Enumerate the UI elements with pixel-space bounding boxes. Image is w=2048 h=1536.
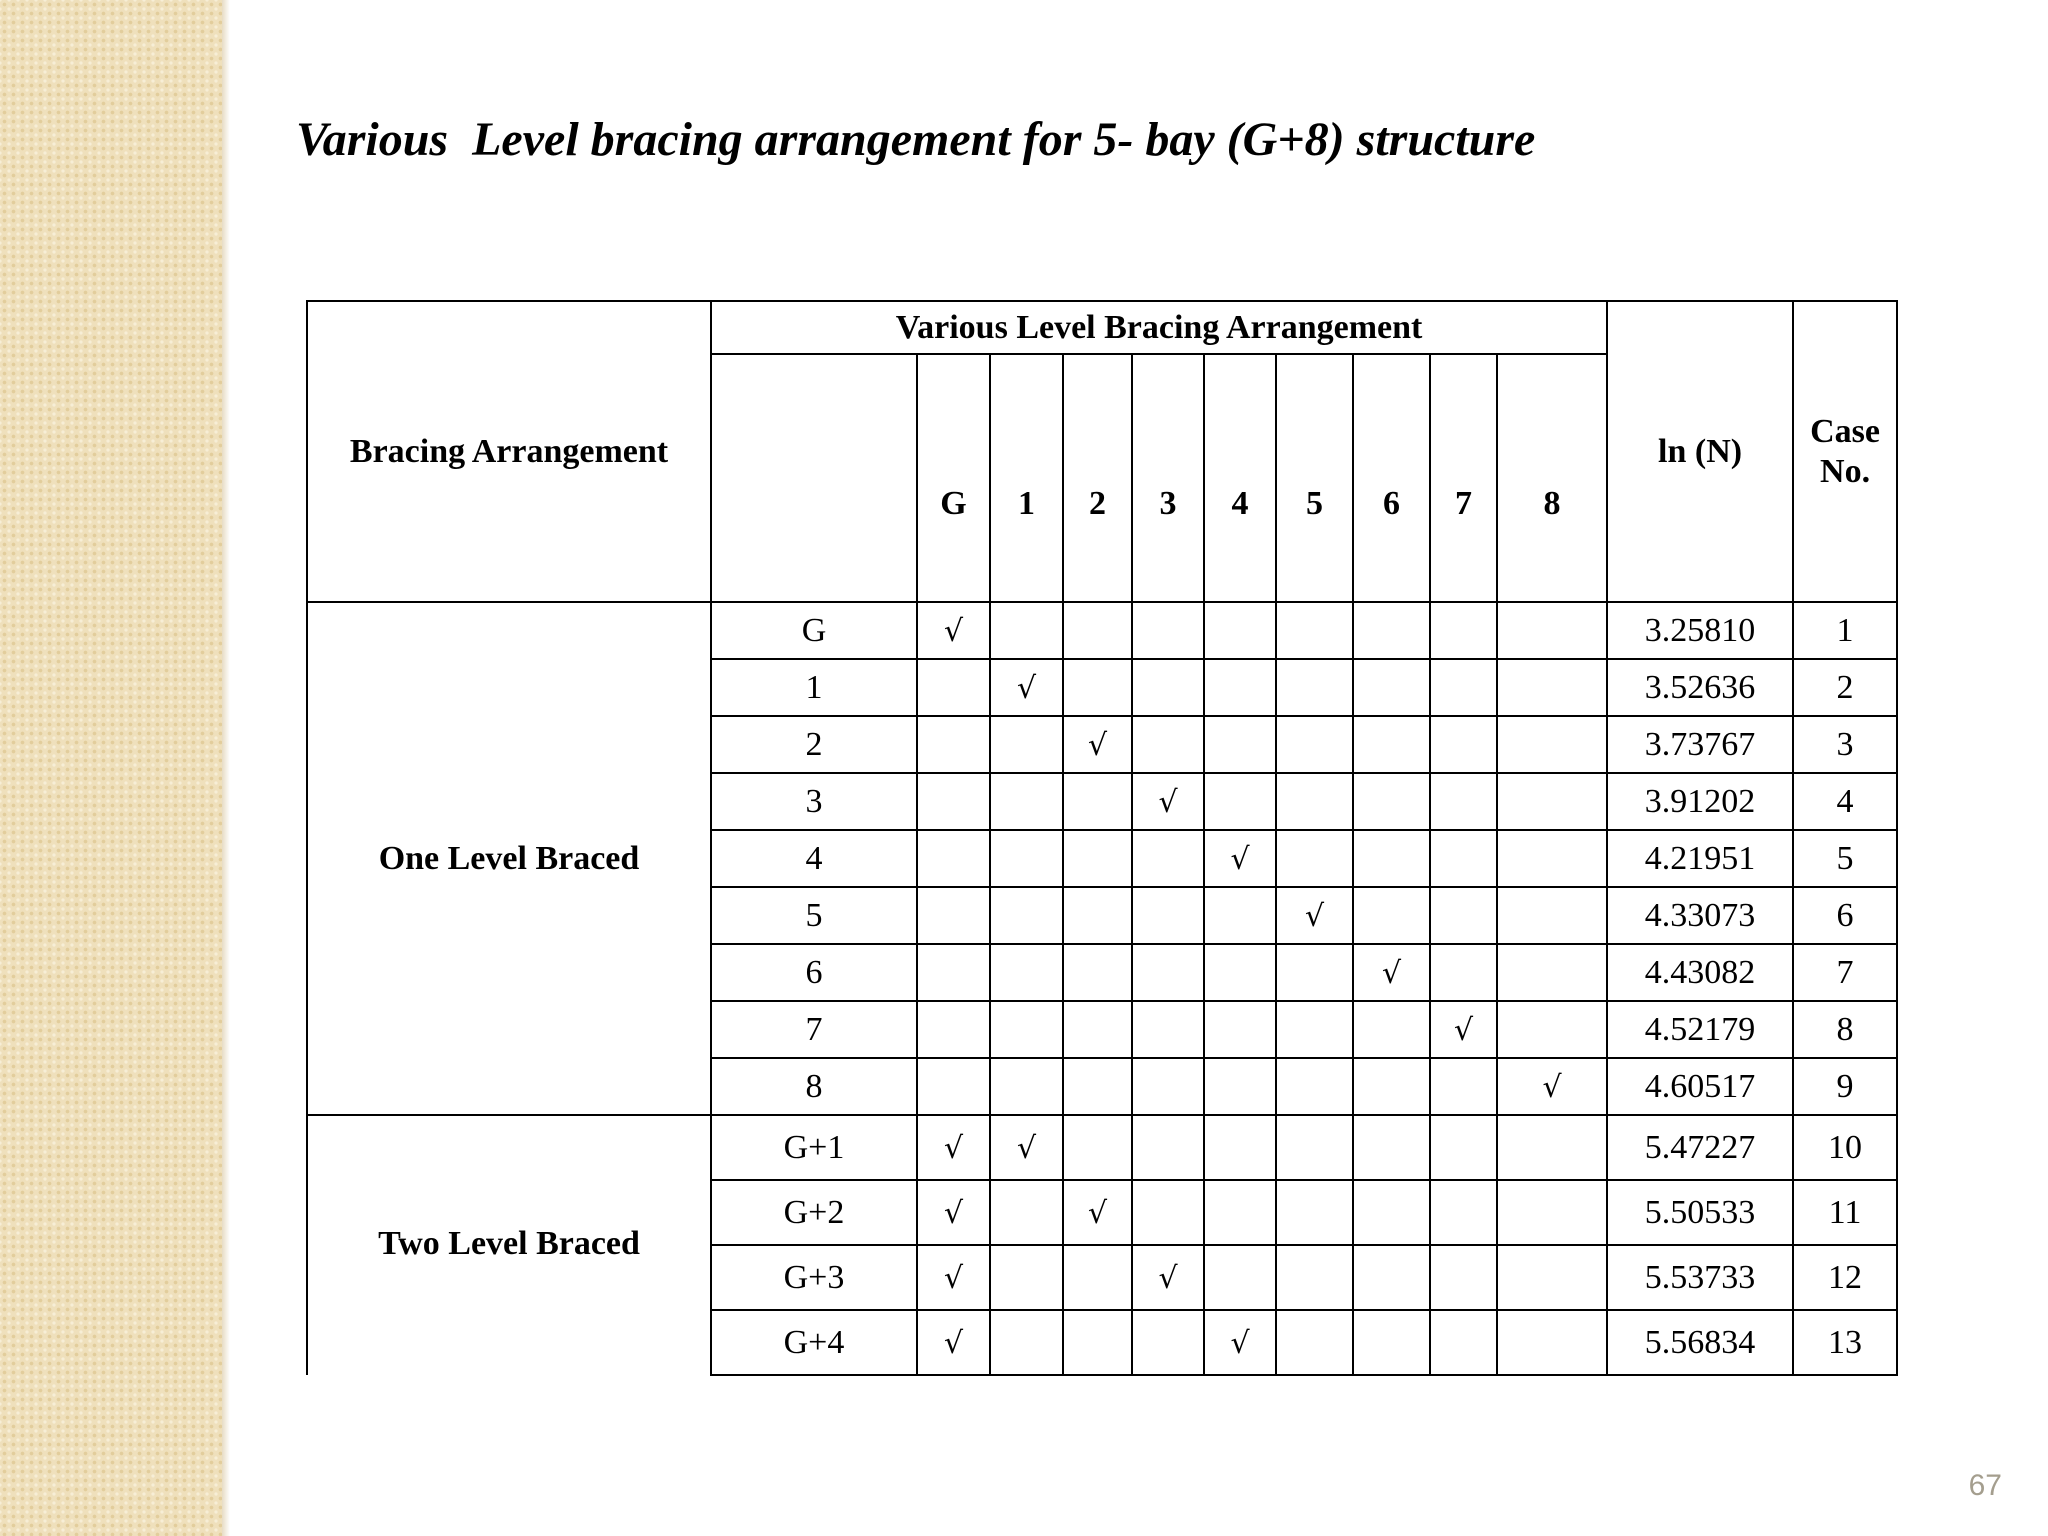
level-header: 1 (990, 354, 1063, 602)
level-check-cell (1497, 773, 1607, 830)
level-check-cell (1497, 659, 1607, 716)
case-number-cell: 11 (1793, 1180, 1897, 1245)
ln-value-cell: 3.52636 (1607, 659, 1793, 716)
level-check-cell (1063, 1058, 1132, 1115)
arrangement-cell: 2 (711, 716, 917, 773)
level-check-cell (1353, 1310, 1430, 1375)
level-check-cell (1063, 773, 1132, 830)
level-check-cell (1430, 659, 1497, 716)
level-check-cell (1204, 773, 1276, 830)
check-mark-icon: √ (1087, 727, 1108, 763)
case-number-cell: 5 (1793, 830, 1897, 887)
ln-value-cell: 3.25810 (1607, 602, 1793, 659)
level-header: 5 (1276, 354, 1353, 602)
arrangement-cell: G+2 (711, 1180, 917, 1245)
level-check-cell (1204, 659, 1276, 716)
level-check-cell (1276, 830, 1353, 887)
level-check-cell (917, 1058, 990, 1115)
check-mark-icon: √ (1158, 784, 1178, 820)
level-check-cell (917, 944, 990, 1001)
ln-value-cell: 4.43082 (1607, 944, 1793, 1001)
level-header: 6 (1353, 354, 1430, 602)
arrangement-cell: G+3 (711, 1245, 917, 1310)
level-check-cell (1353, 659, 1430, 716)
level-check-cell (1497, 887, 1607, 944)
level-check-cell (917, 1001, 990, 1058)
header-bracing-arrangement: Bracing Arrangement (307, 301, 711, 602)
case-number-cell: 2 (1793, 659, 1897, 716)
level-check-cell (990, 887, 1063, 944)
level-check-cell (1063, 887, 1132, 944)
level-check-cell (1204, 1115, 1276, 1180)
level-check-cell (917, 602, 990, 659)
level-check-cell (917, 716, 990, 773)
level-check-cell (1353, 602, 1430, 659)
level-header: 8 (1497, 354, 1607, 602)
level-check-cell (1430, 1245, 1497, 1310)
ln-value-cell: 5.53733 (1607, 1245, 1793, 1310)
level-check-cell (990, 773, 1063, 830)
check-mark-icon: √ (943, 1260, 964, 1296)
level-check-cell (1497, 1001, 1607, 1058)
level-check-cell (917, 887, 990, 944)
check-mark-icon: √ (1230, 841, 1250, 877)
table-row (307, 1115, 1897, 1180)
level-check-cell (1276, 659, 1353, 716)
check-mark-icon: √ (1304, 898, 1325, 934)
level-check-cell (1497, 1180, 1607, 1245)
check-mark-icon: √ (1087, 1195, 1108, 1231)
level-check-cell (1276, 773, 1353, 830)
level-check-cell (1430, 1180, 1497, 1245)
check-mark-icon: √ (1542, 1069, 1562, 1105)
level-check-cell (1132, 716, 1204, 773)
level-check-cell (1353, 1058, 1430, 1115)
level-check-cell (1204, 1245, 1276, 1310)
ln-value-cell: 4.21951 (1607, 830, 1793, 887)
level-check-cell (990, 830, 1063, 887)
case-number-cell: 3 (1793, 716, 1897, 773)
level-check-cell (1063, 1310, 1132, 1375)
arrangement-cell: G (711, 602, 917, 659)
check-mark-icon: √ (1016, 1130, 1037, 1166)
level-check-cell (1276, 1001, 1353, 1058)
level-check-cell (1276, 1245, 1353, 1310)
arrangement-cell: 8 (711, 1058, 917, 1115)
level-check-cell (1204, 602, 1276, 659)
level-check-cell (1430, 830, 1497, 887)
header-case-no (1793, 301, 1897, 602)
header-ln: ln (N) (1607, 301, 1793, 602)
level-check-cell (990, 1180, 1063, 1245)
level-check-cell (1276, 1180, 1353, 1245)
level-check-cell (1497, 602, 1607, 659)
level-check-cell (1497, 716, 1607, 773)
arrangement-cell: 3 (711, 773, 917, 830)
arrangement-cell: G+1 (711, 1115, 917, 1180)
group-label (307, 602, 711, 1115)
level-check-cell (1430, 1310, 1497, 1375)
ln-value-cell: 5.50533 (1607, 1180, 1793, 1245)
level-check-cell (1132, 1115, 1204, 1180)
level-check-cell (1063, 1001, 1132, 1058)
level-check-cell (1063, 1115, 1132, 1180)
ln-value-cell: 4.33073 (1607, 887, 1793, 944)
check-mark-icon: √ (1381, 955, 1402, 991)
header-arrangement-blank (711, 354, 917, 602)
side-strip-edge (222, 0, 230, 1536)
level-check-cell (990, 1001, 1063, 1058)
level-check-cell (917, 830, 990, 887)
level-check-cell (1430, 773, 1497, 830)
level-check-cell (1353, 1001, 1430, 1058)
level-check-cell (1204, 1180, 1276, 1245)
group-label-text: Two Level Braced (378, 1224, 640, 1262)
level-check-cell (1132, 659, 1204, 716)
arrangement-cell: 4 (711, 830, 917, 887)
level-check-cell (990, 1245, 1063, 1310)
case-number-cell: 7 (1793, 944, 1897, 1001)
level-check-cell (1204, 944, 1276, 1001)
level-check-cell (1204, 1058, 1276, 1115)
header-case-line2: No. (1820, 452, 1871, 490)
case-number-cell: 9 (1793, 1058, 1897, 1115)
level-check-cell (1063, 659, 1132, 716)
level-check-cell (1430, 1058, 1497, 1115)
level-check-cell (1430, 602, 1497, 659)
level-check-cell (1132, 602, 1204, 659)
level-check-cell (1353, 716, 1430, 773)
level-check-cell (1353, 1115, 1430, 1180)
level-header: 7 (1430, 354, 1497, 602)
level-check-cell (1430, 944, 1497, 1001)
level-check-cell (1353, 830, 1430, 887)
bracing-table (306, 300, 1898, 1376)
level-header: 3 (1132, 354, 1204, 602)
level-check-cell (1063, 830, 1132, 887)
level-check-cell (1276, 1310, 1353, 1375)
arrangement-cell: 5 (711, 887, 917, 944)
level-check-cell (1276, 1058, 1353, 1115)
level-check-cell (1063, 602, 1132, 659)
header-case-line1: Case (1810, 413, 1880, 451)
level-check-cell (1063, 1245, 1132, 1310)
level-check-cell (917, 659, 990, 716)
ln-value-cell: 3.91202 (1607, 773, 1793, 830)
table-header-row (307, 301, 1897, 354)
level-check-cell (1430, 1115, 1497, 1180)
level-check-cell (917, 773, 990, 830)
group-label-text: One Level Braced (378, 839, 640, 877)
level-check-cell (917, 1245, 990, 1310)
level-check-cell (1132, 1058, 1204, 1115)
level-check-cell (1353, 773, 1430, 830)
arrangement-cell: 6 (711, 944, 917, 1001)
level-check-cell (1430, 1001, 1497, 1058)
check-mark-icon: √ (1230, 1325, 1250, 1361)
table-row (307, 602, 1897, 659)
level-check-cell (1353, 1245, 1430, 1310)
level-check-cell (1063, 944, 1132, 1001)
level-check-cell (990, 602, 1063, 659)
case-number-cell: 13 (1793, 1310, 1897, 1375)
level-header: G (917, 354, 990, 602)
level-check-cell (990, 1115, 1063, 1180)
level-check-cell (990, 1058, 1063, 1115)
arrangement-cell: G+4 (711, 1310, 917, 1375)
level-check-cell (1132, 944, 1204, 1001)
case-number-cell: 10 (1793, 1115, 1897, 1180)
level-check-cell (1430, 716, 1497, 773)
slide-title: Various Level bracing arrangement for 5- bay (G+8) structure (296, 113, 1536, 166)
level-check-cell (1063, 716, 1132, 773)
level-check-cell (1276, 887, 1353, 944)
level-check-cell (1497, 1115, 1607, 1180)
level-check-cell (1204, 887, 1276, 944)
level-check-cell (1276, 1115, 1353, 1180)
level-check-cell (1132, 1001, 1204, 1058)
level-check-cell (1132, 887, 1204, 944)
level-header: 4 (1204, 354, 1276, 602)
level-check-cell (1497, 1310, 1607, 1375)
level-check-cell (1132, 773, 1204, 830)
ln-value-cell: 5.47227 (1607, 1115, 1793, 1180)
level-check-cell (917, 1310, 990, 1375)
level-check-cell (1132, 830, 1204, 887)
ln-value-cell: 3.73767 (1607, 716, 1793, 773)
check-mark-icon: √ (943, 1195, 964, 1231)
level-check-cell (1132, 1180, 1204, 1245)
ln-value-cell: 5.56834 (1607, 1310, 1793, 1375)
level-check-cell (990, 1310, 1063, 1375)
level-check-cell (1353, 887, 1430, 944)
check-mark-icon: √ (1158, 1260, 1178, 1296)
level-check-cell (1204, 1310, 1276, 1375)
case-number-cell: 6 (1793, 887, 1897, 944)
level-check-cell (1276, 602, 1353, 659)
level-check-cell (1132, 1310, 1204, 1375)
check-mark-icon: √ (1016, 670, 1037, 706)
arrangement-cell: 1 (711, 659, 917, 716)
case-number-cell: 4 (1793, 773, 1897, 830)
check-mark-icon: √ (943, 1130, 964, 1166)
level-check-cell (1204, 830, 1276, 887)
group-label (307, 1115, 711, 1375)
arrangement-cell: 7 (711, 1001, 917, 1058)
level-check-cell (1132, 1245, 1204, 1310)
level-check-cell (990, 659, 1063, 716)
level-check-cell (1497, 1245, 1607, 1310)
ln-value-cell: 4.52179 (1607, 1001, 1793, 1058)
level-header: 2 (1063, 354, 1132, 602)
check-mark-icon: √ (1453, 1012, 1474, 1048)
case-number-cell: 12 (1793, 1245, 1897, 1310)
level-check-cell (1497, 944, 1607, 1001)
header-various-level: Various Level Bracing Arrangement (711, 301, 1607, 354)
level-check-cell (1497, 1058, 1607, 1115)
level-check-cell (1204, 716, 1276, 773)
level-check-cell (917, 1180, 990, 1245)
level-check-cell (1276, 944, 1353, 1001)
case-number-cell: 8 (1793, 1001, 1897, 1058)
level-check-cell (1204, 1001, 1276, 1058)
level-check-cell (1353, 1180, 1430, 1245)
level-check-cell (917, 1115, 990, 1180)
level-check-cell (1497, 830, 1607, 887)
level-check-cell (1063, 1180, 1132, 1245)
level-check-cell (990, 944, 1063, 1001)
table-body (307, 602, 1897, 1375)
page-number: 67 (1968, 1469, 2002, 1502)
ln-value-cell: 4.60517 (1607, 1058, 1793, 1115)
level-check-cell (1353, 944, 1430, 1001)
level-check-cell (990, 716, 1063, 773)
level-check-cell (1276, 716, 1353, 773)
level-check-cell (1430, 887, 1497, 944)
check-mark-icon: √ (943, 613, 964, 649)
case-number-cell: 1 (1793, 602, 1897, 659)
decorative-side-strip (0, 0, 222, 1536)
check-mark-icon: √ (943, 1325, 964, 1361)
